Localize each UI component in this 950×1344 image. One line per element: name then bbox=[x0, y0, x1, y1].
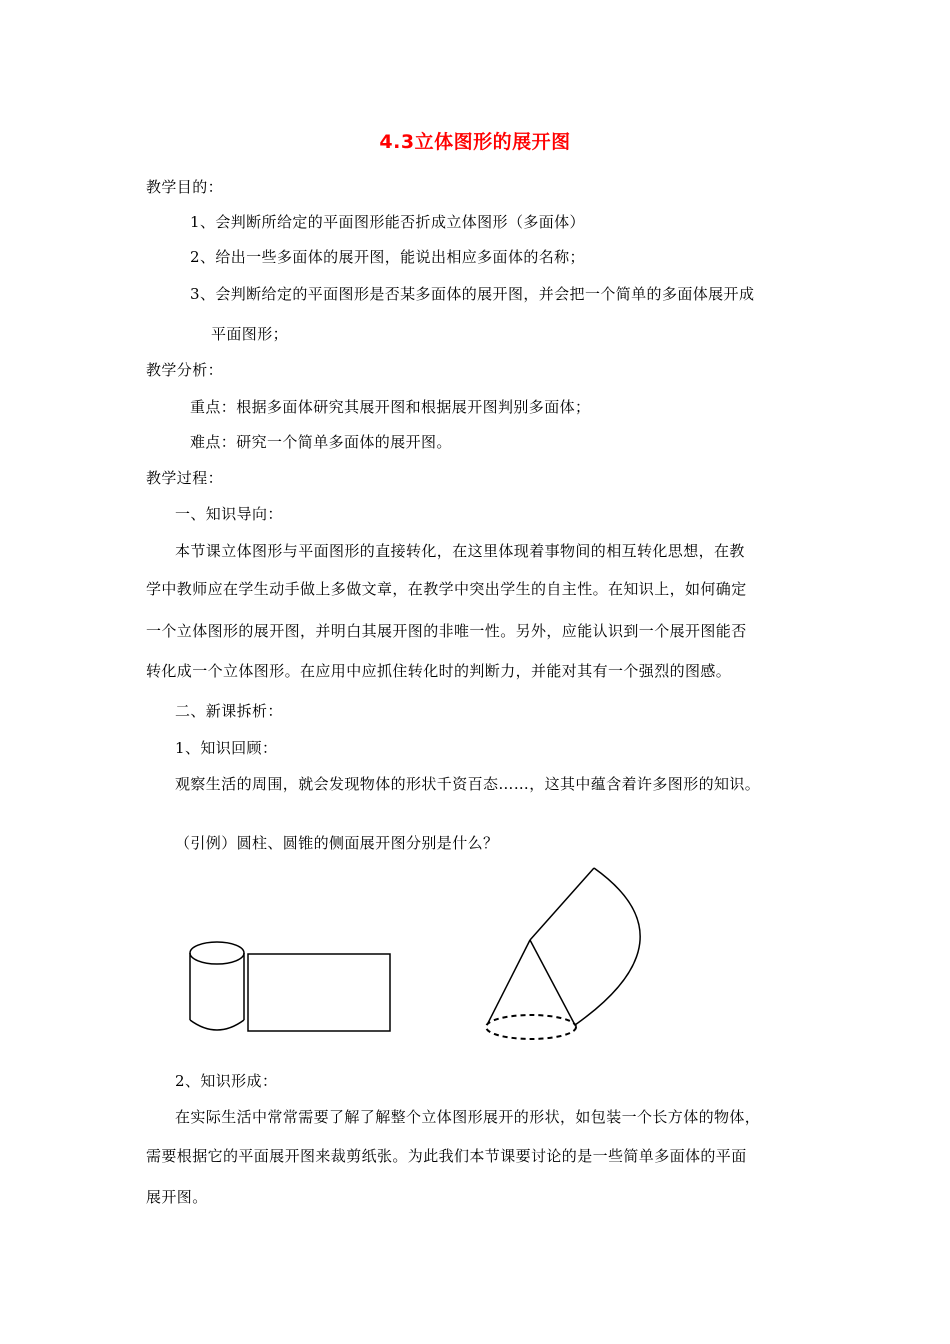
section1-line-3: 一个立体图形的展开图，并明白其展开图的非唯一性。另外，应能认识到一个展开图能否 bbox=[146, 622, 747, 640]
process-heading: 教学过程： bbox=[146, 469, 224, 487]
cylinder-net-figure bbox=[190, 942, 390, 1031]
objective-item-3-cont: 平面图形； bbox=[211, 325, 289, 343]
example-text: （引例）圆柱、圆锥的侧面展开图分别是什么？ bbox=[175, 834, 499, 852]
objective-item-3: 3、会判断给定的平面图形是否某多面体的展开图，并会把一个简单的多面体展开成 bbox=[190, 285, 755, 303]
section1-line-2: 学中教师应在学生动手做上多做文章，在教学中突出学生的自主性。在知识上，如何确定 bbox=[146, 580, 747, 598]
objectives-heading: 教学目的： bbox=[146, 178, 224, 196]
analysis-key-point: 重点：根据多面体研究其展开图和根据展开图判别多面体； bbox=[190, 398, 591, 416]
page-title: 4.3立体图形的展开图 bbox=[379, 131, 571, 153]
sector-arc bbox=[575, 868, 640, 1025]
section2-heading: 二、新课拆析： bbox=[175, 702, 283, 720]
section1-heading: 一、知识导向： bbox=[175, 505, 283, 523]
review-text: 观察生活的周围，就会发现物体的形状千资百态……，这其中蕴含着许多图形的知识。 bbox=[175, 775, 761, 793]
cone-right-slant bbox=[530, 940, 575, 1025]
objective-item-2: 2、给出一些多面体的展开图，能说出相应多面体的名称； bbox=[190, 248, 585, 266]
review-heading: 1、知识回顾： bbox=[175, 739, 278, 757]
analysis-heading: 教学分析： bbox=[146, 361, 224, 379]
formation-heading: 2、知识形成： bbox=[175, 1072, 278, 1090]
cone-base-dashed-ellipse bbox=[486, 1015, 576, 1039]
cylinder-lateral-rectangle bbox=[248, 954, 390, 1031]
cone-net-figure bbox=[486, 868, 640, 1039]
cylinder-bottom-arc bbox=[190, 1020, 244, 1030]
objective-item-1: 1、会判断所给定的平面图形能否折成立体图形（多面体） bbox=[190, 213, 585, 231]
formation-line-3: 展开图。 bbox=[146, 1188, 208, 1206]
formation-line-1: 在实际生活中常常需要了解了解整个立体图形展开的形状，如包装一个长方体的物体， bbox=[175, 1108, 761, 1126]
formation-line-2: 需要根据它的平面展开图来裁剪纸张。为此我们本节课要讨论的是一些简单多面体的平面 bbox=[146, 1147, 747, 1165]
cone-left-slant bbox=[487, 940, 530, 1025]
cylinder-top-ellipse bbox=[190, 942, 244, 964]
analysis-difficulty: 难点：研究一个简单多面体的展开图。 bbox=[190, 433, 452, 451]
section1-line-1: 本节课立体图形与平面图形的直接转化，在这里体现着事物间的相互转化思想，在教 bbox=[175, 542, 745, 560]
section1-line-4: 转化成一个立体图形。在应用中应抓住转化时的判断力，并能对其有一个强烈的图感。 bbox=[146, 662, 732, 680]
sector-radius-line bbox=[530, 868, 594, 940]
